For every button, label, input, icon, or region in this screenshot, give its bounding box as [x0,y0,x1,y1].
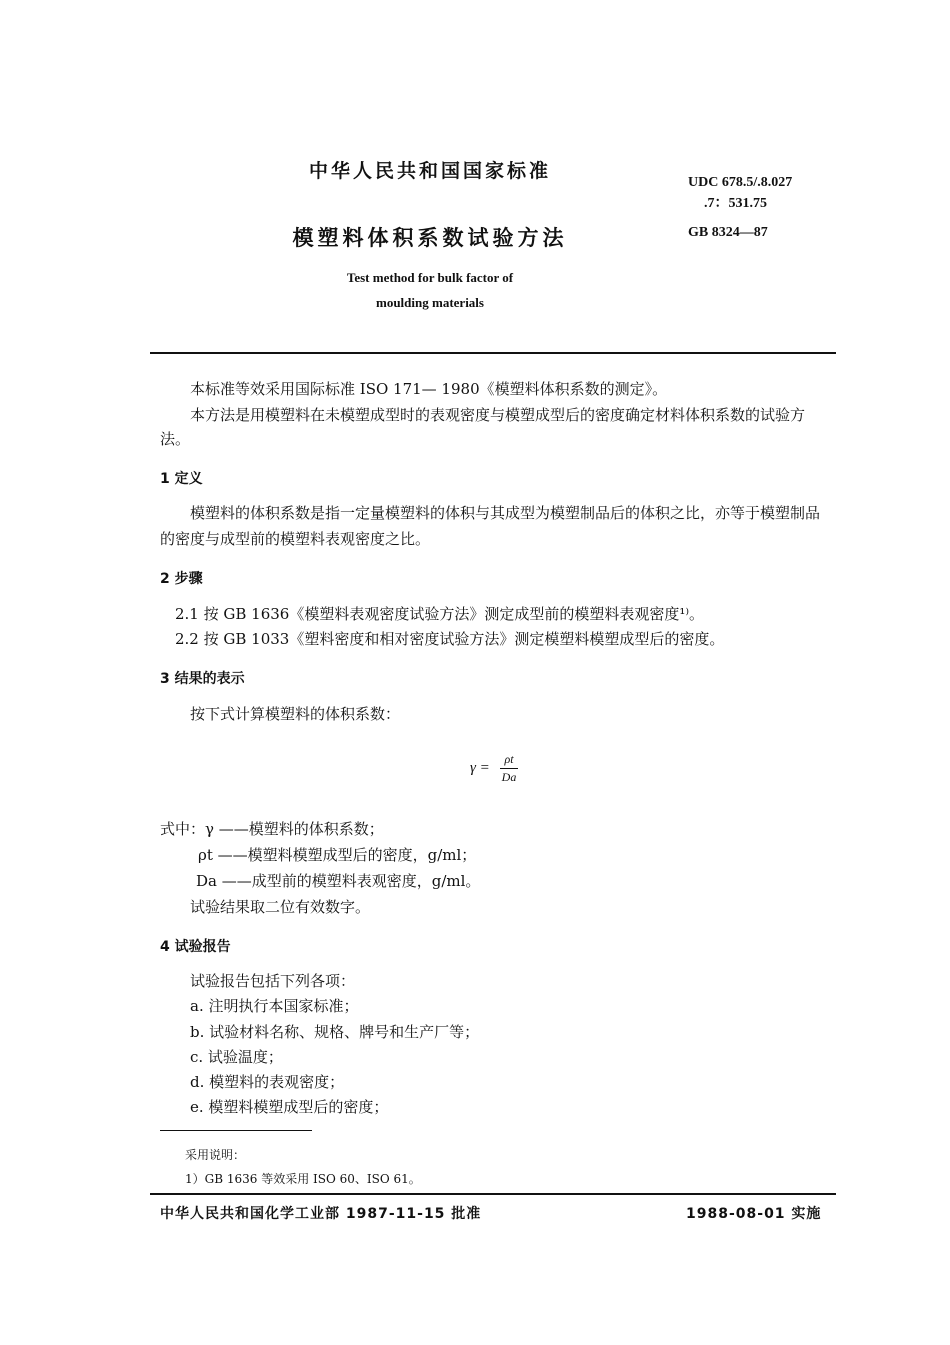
formula-lhs: γ = [470,760,490,776]
intro-paragraph-2-line2: 法。 [160,430,191,448]
section-3-intro: 按下式计算模塑料的体积系数： [190,705,401,723]
document-title-cn: 模塑料体积系数试验方法 [292,226,568,250]
gb-code: GB 8324—87 [688,225,768,240]
report-item-a: a. 注明执行本国家标准； [190,997,359,1015]
report-item-d: d. 模塑料的表观密度； [190,1073,345,1091]
footnote-label: 采用说明： [185,1148,246,1162]
formula-denominator: Da [501,770,517,784]
national-standard-heading: 中华人民共和国国家标准 [308,160,551,182]
intro-paragraph-1: 本标准等效采用国际标准 ISO 171— 1980《模塑料体积系数的测定》。 [190,380,668,398]
formula-where-3: Da ——成型前的模塑料表观密度，g/ml。 [196,872,481,890]
section-2-item-2: 2.2 按 GB 1033《塑料密度和相对密度试验方法》测定模塑料模塑成型后的密度。 [175,630,725,648]
footer-approval: 中华人民共和国化学工业部 1987-11-15 批准 [160,1206,482,1222]
section-2-heading: 2 步骤 [160,571,203,587]
fraction-bar [500,768,518,769]
formula-where-2: ρt ——模塑料模塑成型后的密度，g/ml； [198,846,477,864]
footnote-rule [160,1130,312,1131]
document-title-en-line1: Test method for bulk factor of [346,270,514,285]
section-3-note: 试验结果取二位有效数字。 [190,898,371,916]
report-item-b: b. 试验材料名称、规格、牌号和生产厂等； [190,1023,480,1041]
formula-fraction [500,752,518,785]
footer-rule [150,1193,836,1195]
section-4-heading: 4 试验报告 [160,939,231,955]
formula-numerator: ρt [504,752,514,766]
footnote-text: 1）GB 1636 等效采用 ISO 60、ISO 61。 [185,1172,421,1186]
udc-code-line1: UDC 678.5/.8.027 [688,175,793,190]
udc-code-line2: .7：531.75 [704,196,767,211]
formula-where-1: 式中：γ ——模塑料的体积系数； [160,820,384,838]
report-item-e: e. 模塑料模塑成型后的密度； [190,1098,389,1116]
section-1-paragraph-line1: 模塑料的体积系数是指一定量模塑料的体积与其成型为模塑制品后的体积之比，亦等于模塑制品 [190,504,821,522]
section-4-intro: 试验报告包括下列各项： [190,972,356,990]
intro-paragraph-2-line1: 本方法是用模塑料在未模塑成型时的表观密度与模塑成型后的密度确定材料体积系数的试验方 [190,406,806,424]
footer-effective-date: 1988-08-01 实施 [686,1206,822,1222]
section-1-paragraph-line2: 的密度与成型前的模塑料表观密度之比。 [160,530,431,548]
header-rule [150,352,836,354]
document-title-en-line2: moulding materials [376,295,484,310]
report-item-c: c. 试验温度； [190,1048,283,1066]
section-1-heading: 1 定义 [160,471,203,487]
section-3-heading: 3 结果的表示 [160,671,245,687]
section-2-item-1: 2.1 按 GB 1636《模塑料表观密度试验方法》测定成型前的模塑料表观密度¹⁾。 [175,605,705,623]
